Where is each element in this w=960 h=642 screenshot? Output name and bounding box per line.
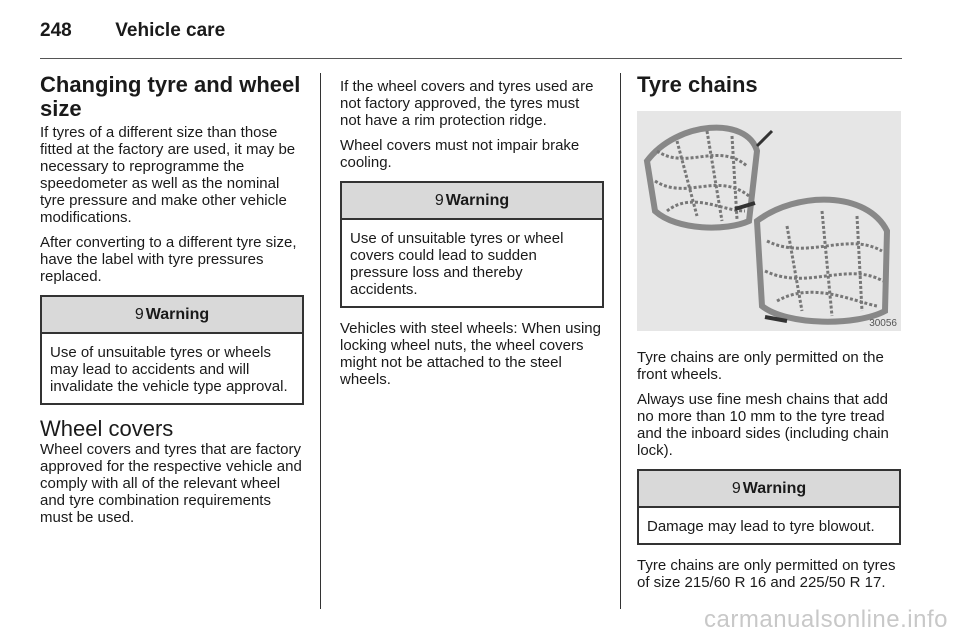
heading-wheel-covers: Wheel covers <box>40 416 174 441</box>
warning-title: Warning <box>445 192 510 209</box>
figure-code: 30056 <box>869 318 897 329</box>
warning-box <box>637 469 901 545</box>
paragraph: Tyre chains are only permitted on tyres of size 215/60 R 16 and 225/50 R 17. <box>637 557 896 591</box>
warning-icon: 9 <box>434 192 444 209</box>
warning-text: Use of unsuitable tyres or wheel covers could lead to sudden pressure loss and thereby accidents. <box>350 230 564 298</box>
heading-changing-tyre: Changing tyre and wheel size <box>40 72 301 121</box>
tyre-chains-figure <box>637 111 901 331</box>
warning-header <box>42 297 302 334</box>
warning-header <box>639 471 899 508</box>
paragraph: Always use fine mesh chains that add no more than 10 mm to the tyre tread and the inboard sides (including chain lock). <box>637 391 889 459</box>
column-1 <box>40 73 304 534</box>
paragraph: Vehicles with steel wheels: When using locking wheel nuts, the wheel covers might not be attached to the steel wheels. <box>340 320 601 388</box>
paragraph: Tyre chains are only permitted on the front wheels. <box>637 349 884 383</box>
header-rule <box>40 58 902 59</box>
column-2 <box>340 78 604 396</box>
warning-text: Use of unsuitable tyres or wheels may lead to accidents and will invalidate the vehicle type approval. <box>50 344 288 395</box>
paragraph: After converting to a different tyre size, have the label with tyre pressures replaced. <box>40 234 297 285</box>
warning-text: Damage may lead to tyre blowout. <box>647 518 875 535</box>
warning-icon: 9 <box>731 480 741 497</box>
tyre-chains-illustration <box>637 111 901 331</box>
column-divider <box>620 73 621 609</box>
warning-box <box>40 295 304 405</box>
watermark: carmanualsonline.info <box>704 606 948 633</box>
page-number: 248 <box>40 20 72 41</box>
warning-title: Warning <box>145 306 210 323</box>
heading-tyre-chains: Tyre chains <box>637 72 758 97</box>
paragraph: Wheel covers must not impair brake cooling. <box>340 137 580 171</box>
warning-title: Warning <box>742 480 807 497</box>
paragraph: If tyres of a different size than those fitted at the factory are used, it may be necessary to reprogramme the speedometer as well as the nominal tyre pressure and make other vehicle modifications. <box>40 124 296 226</box>
paragraph: Wheel covers and tyres that are factory approved for the respective vehicle and comply with all of the relevant wheel and tyre combination requirements must be used. <box>40 441 302 526</box>
column-divider <box>320 73 321 609</box>
section-title: Vehicle care <box>115 20 226 41</box>
paragraph: If the wheel covers and tyres used are not factory approved, the tyres must not have a rim protection ridge. <box>340 78 594 129</box>
column-3 <box>637 73 901 599</box>
warning-header <box>342 183 602 220</box>
warning-icon: 9 <box>134 306 144 323</box>
warning-box <box>340 181 604 308</box>
page-header <box>40 20 225 42</box>
